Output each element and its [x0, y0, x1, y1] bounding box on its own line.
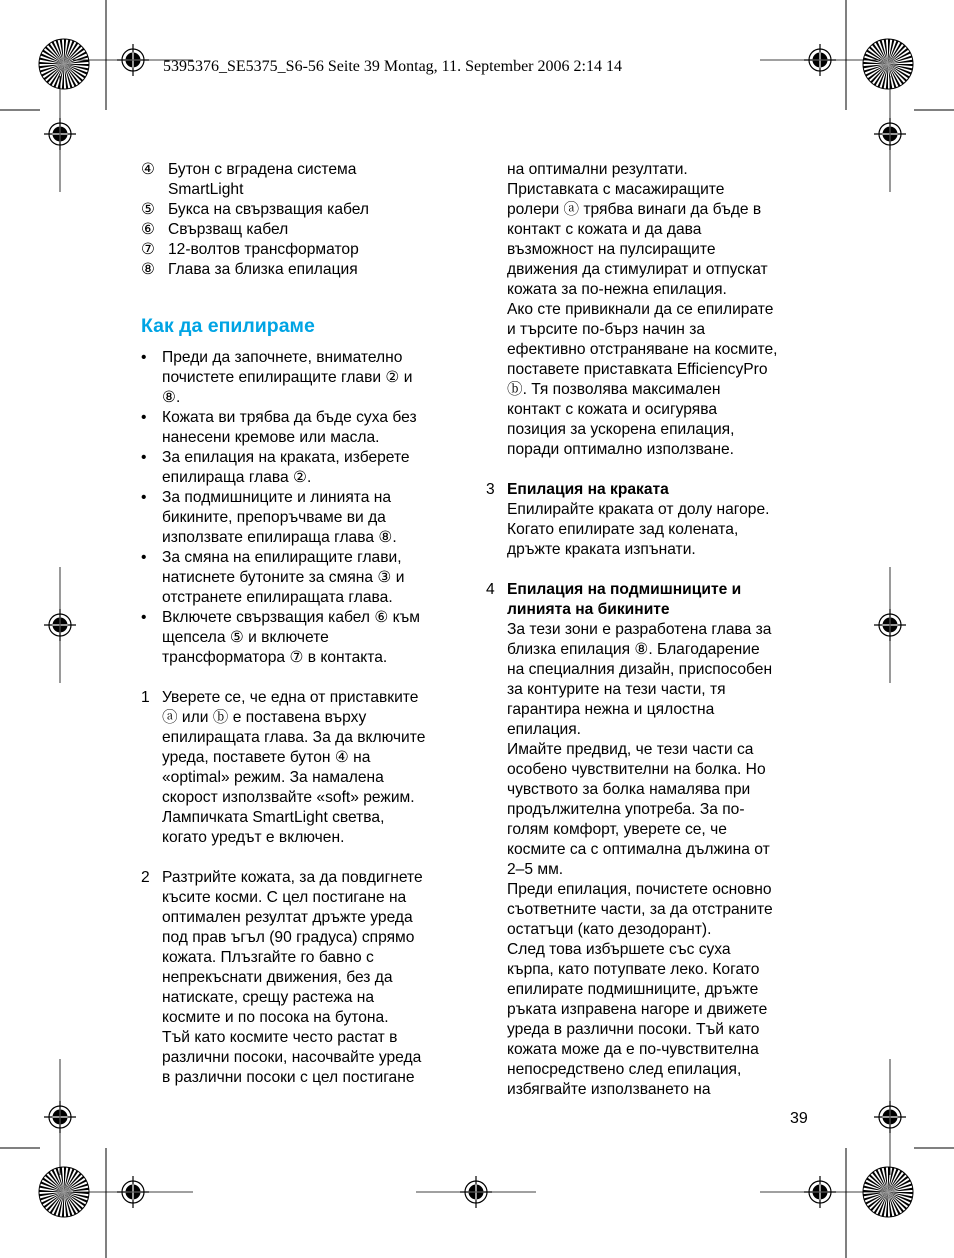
- bullet-text: нанесени кремове или масла.: [162, 429, 380, 446]
- step-text: епилиращата глава. За да включите: [162, 729, 426, 746]
- bullet-item: [141, 408, 481, 448]
- step-number: 3: [486, 481, 495, 498]
- section-heading: Как да епилираме: [141, 315, 315, 337]
- step-text: «optimal» режим. За намалена: [162, 769, 384, 786]
- step-text: позиция за ускорена епилация,: [507, 421, 735, 438]
- part-number: ⑦: [141, 241, 155, 258]
- step-text: ⓐ или ⓑ е поставена върху: [162, 709, 367, 726]
- part-item: [141, 200, 481, 220]
- step-text: избягвайте използването на: [507, 1081, 711, 1098]
- bullet-item: [141, 448, 481, 488]
- step-text: продължителна употреба. За по-: [507, 801, 745, 818]
- step-text: Приставката с масажиращите: [507, 181, 725, 198]
- bullet-text: За подмишниците и линията на: [162, 489, 392, 506]
- bullet-text: Преди да започнете, внимателно: [162, 349, 403, 366]
- step-text: Когато епилирате зад колената,: [507, 521, 739, 538]
- step-text: За тези зони е разработена глава за: [507, 621, 772, 638]
- part-item: [141, 160, 481, 200]
- step-text: непосредствено след епилация,: [507, 1061, 742, 1078]
- step-text: и търсите по-бърз начин за: [507, 321, 706, 338]
- part-item: [141, 240, 481, 260]
- part-text: SmartLight: [168, 181, 244, 198]
- bullet-text: отстранете епилиращата глава.: [162, 589, 393, 606]
- bullet-text: Кожата ви трябва да бъде суха без: [162, 409, 417, 426]
- step-text: контакт с кожата и да дава: [507, 221, 702, 238]
- step-text: гарантира нежна и цялостна: [507, 701, 715, 718]
- step-text: под прав ъгъл (90 градуса) спрямо: [162, 929, 415, 946]
- step-text: кожата. Плъзгайте го бавно с: [162, 949, 374, 966]
- step-text: чувството за болка намалява при: [507, 781, 751, 798]
- part-number: ⑧: [141, 261, 155, 278]
- step-text: ефективно отстраняване на космите,: [507, 341, 778, 358]
- part-number: ⑤: [141, 201, 155, 218]
- part-number: ④: [141, 161, 155, 178]
- step-text: оптимален резултат дръжте уреда: [162, 909, 413, 926]
- step-text: Епилирайте краката от долу нагоре.: [507, 501, 770, 518]
- right-column: [486, 160, 816, 1100]
- part-text: Букса на свързващия кабел: [168, 201, 370, 218]
- step-text: уреда, поставете бутон ④ на: [162, 749, 371, 766]
- step-text: космите и по посока на бутона.: [162, 1009, 389, 1026]
- part-item: [141, 220, 481, 240]
- step-text: 2–5 мм.: [507, 861, 564, 878]
- step-text: близка епилация ⑧. Благодарение: [507, 641, 760, 658]
- bullet-text: почистете епилиращите глави ② и: [162, 369, 413, 386]
- step-text: особено чувствителни на болка. Но: [507, 761, 766, 778]
- step-text: на специалния дизайн, приспособен: [507, 661, 773, 678]
- bullet-icon: •: [141, 449, 147, 466]
- step-text: уреда в различни посоки. Тъй като: [507, 1021, 760, 1038]
- bullet-text: натиснете бутоните за смяна ③ и: [162, 569, 405, 586]
- step-text: ръката изправена нагоре и движете: [507, 1001, 768, 1018]
- step-text: космите са с оптимална дължина от: [507, 841, 770, 858]
- bullet-text: За епилация на краката, изберете: [162, 449, 410, 466]
- step-text: контакт с кожата и осигурява: [507, 401, 718, 418]
- bullet-item: [141, 348, 481, 408]
- step-text: Лампичката SmartLight светва,: [162, 809, 385, 826]
- step-text: Тъй като космите често растат в: [162, 1029, 398, 1046]
- bullet-icon: •: [141, 549, 147, 566]
- step-text: различни посоки, насочвайте уреда: [162, 1049, 422, 1066]
- step-text: остатъци (като дезодорант).: [507, 921, 712, 938]
- step-text: Ако сте привикнали да се епилирате: [507, 301, 774, 318]
- step-text: Уверете се, че една от приставките: [162, 689, 419, 706]
- step-text: ролери ⓐ трябва винаги да бъде в: [507, 201, 762, 218]
- bullet-icon: •: [141, 349, 147, 366]
- step-text: ⓑ. Тя позволява максимален: [507, 381, 721, 398]
- step-text: дръжте краката изпънати.: [507, 541, 696, 558]
- step-text: за контурите на тези части, тя: [507, 681, 726, 698]
- step-1: [141, 688, 481, 848]
- step-text: кърпа, като потупвате леко. Когато: [507, 961, 760, 978]
- part-text: Свързващ кабел: [168, 221, 289, 238]
- step-title: линията на бикините: [507, 601, 670, 618]
- page-header: 5395376_SE5375_S6-56 Seite 39 Montag, 11. September 2006 2:14 14: [163, 58, 622, 75]
- part-text: Глава за близка епилация: [168, 261, 358, 278]
- bullet-text: използвате епилираща глава ⑧.: [162, 529, 397, 546]
- step-text: в различни посоки с цел постигане: [162, 1069, 415, 1086]
- bullet-text: трансформатора ⑦ в контакта.: [162, 649, 388, 666]
- bullet-item: [141, 548, 481, 608]
- step-text: късите косми. С цел постигане на: [162, 889, 407, 906]
- step-text: натискате, срещу растежа на: [162, 989, 374, 1006]
- step-text: на оптимални резултати.: [507, 161, 688, 178]
- step-text: непрекъснати движения, без да: [162, 969, 393, 986]
- step-3: [486, 480, 816, 560]
- step-text: кожата може да е по-чувствителна: [507, 1041, 759, 1058]
- step-number: 4: [486, 581, 495, 598]
- step-text: Преди епилация, почистете основно: [507, 881, 772, 898]
- step-text: възможност на пулсиращите: [507, 241, 716, 258]
- step-text: съответните части, за да отстраните: [507, 901, 773, 918]
- part-number: ⑥: [141, 221, 155, 238]
- bullet-text: щепсела ⑤ и включете: [162, 629, 329, 646]
- bullet-text: епилираща глава ②.: [162, 469, 312, 486]
- part-item: [141, 260, 481, 280]
- step-2-continuation: [486, 160, 816, 460]
- part-text: 12-волтов трансформатор: [168, 241, 359, 258]
- step-text: епилация.: [507, 721, 582, 738]
- step-text: След това избършете със суха: [507, 941, 731, 958]
- step-text: кожата за по-нежна епилация.: [507, 281, 727, 298]
- step-text: Разтрийте кожата, за да повдигнете: [162, 869, 423, 886]
- bullet-icon: •: [141, 489, 147, 506]
- bullet-text: Включете свързващия кабел ⑥ към: [162, 609, 420, 626]
- bullet-text: ⑧.: [162, 389, 181, 406]
- step-text: Имайте предвид, че тези части са: [507, 741, 754, 758]
- bullet-item: [141, 488, 481, 548]
- bullet-list: [141, 348, 481, 668]
- bullet-icon: •: [141, 609, 147, 626]
- step-text: скорост използвайте «soft» режим.: [162, 789, 415, 806]
- bullet-item: [141, 608, 481, 668]
- step-text: когато уредът е включен.: [162, 829, 345, 846]
- bullet-text: бикините, препоръчваме ви да: [162, 509, 386, 526]
- page-number: 39: [790, 1110, 808, 1127]
- step-4: [486, 580, 816, 1100]
- step-number: 1: [141, 689, 150, 706]
- bullet-text: За смяна на епилиращите глави,: [162, 549, 402, 566]
- step-title: Епилация на подмишниците и: [507, 581, 742, 598]
- step-text: поради оптимално използване.: [507, 441, 734, 458]
- step-title: Епилация на краката: [507, 481, 669, 498]
- step-text: поставете приставката EfficiencyPro: [507, 361, 768, 378]
- parts-list: [141, 160, 481, 280]
- step-number: 2: [141, 869, 150, 886]
- step-2: [141, 868, 481, 1088]
- bullet-icon: •: [141, 409, 147, 426]
- step-text: движения да стимулират и отпускат: [507, 261, 768, 278]
- step-text: епилирате подмишниците, дръжте: [507, 981, 759, 998]
- part-text: Бутон с вградена система: [168, 161, 357, 178]
- step-text: голям комфорт, уверете се, че: [507, 821, 727, 838]
- left-column: [141, 160, 481, 1088]
